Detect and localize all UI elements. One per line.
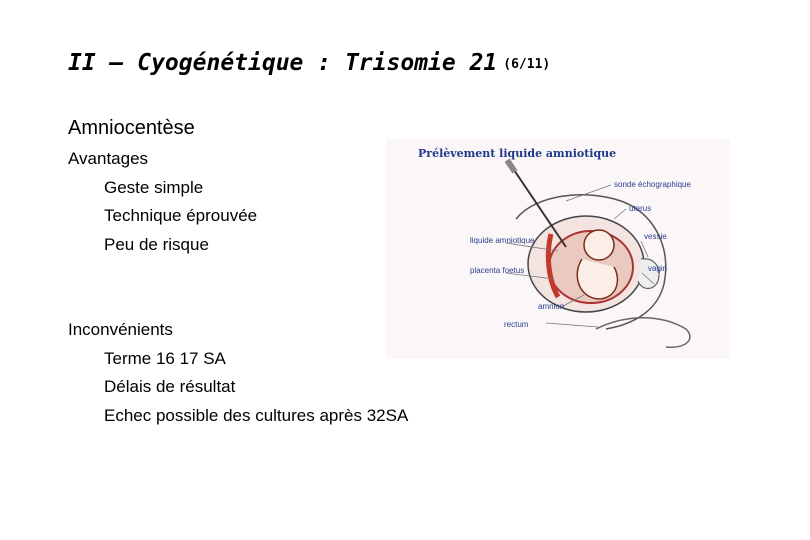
label-placenta: placenta foetus <box>470 266 525 275</box>
label-vagina: vagin <box>648 264 668 273</box>
pelvis-outline <box>596 318 690 348</box>
advantage-item: Technique éprouvée <box>104 206 258 225</box>
syringe-icon <box>505 159 518 174</box>
label-rectum: rectum <box>504 320 529 329</box>
disadvantages-heading: Inconvénients <box>68 320 173 339</box>
disadvantage-item: Echec possible des cultures après 32SA <box>104 405 409 425</box>
label-probe: sonde échographique <box>614 180 691 189</box>
advantage-item: Geste simple <box>104 177 204 197</box>
fetus-head <box>584 230 614 260</box>
diagram-drawing <box>386 139 730 359</box>
diagram-title: Prélèvement liquide amniotique <box>418 147 617 160</box>
disadvantages-section <box>68 316 408 430</box>
advantages-heading: Avantages <box>68 149 149 168</box>
uterus-leader <box>614 209 626 219</box>
section-subtitle: Amniocentèse <box>68 117 195 139</box>
label-uterus: uterus <box>629 204 652 213</box>
advantages-section <box>68 145 257 259</box>
page-indicator: (6/11) <box>503 57 551 72</box>
disadvantage-item: Terme 16 17 SA <box>104 348 226 368</box>
rectum-leader <box>546 323 598 327</box>
label-amnion: amnion <box>538 302 565 311</box>
slide-title <box>68 50 550 76</box>
probe-leader <box>566 185 611 201</box>
amniocentesis-diagram <box>386 139 730 359</box>
label-bladder: vessie <box>644 232 667 241</box>
disadvantage-item: Délais de résultat <box>104 377 236 396</box>
label-fluid: liquide amniotique <box>470 236 535 245</box>
advantage-item: Peu de risque <box>104 234 209 254</box>
slide-title-text: II – Cyogénétique : Trisomie 21 <box>68 50 498 76</box>
